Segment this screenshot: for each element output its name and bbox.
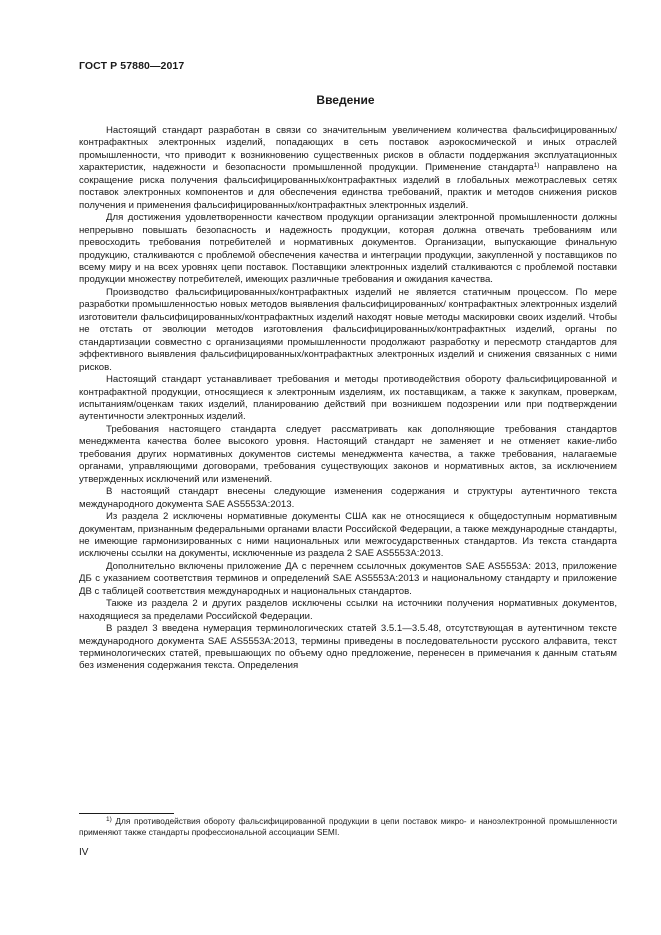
body-text xyxy=(79,125,617,673)
paragraph: Производство фальсифицированных/контрафактных изделий не является статичным процессом. По мере разработки промышленностью новых методов выявления фальсифицированных/ контрафактных электронных изделий изготовители фальсифицированных/контрафактных изделий находят новые методы маскировки своих изделий. Чтобы не отстать от эволюции методов изготовления фальсифицированных/контрафактных изделий, органы по стандартизации совместно с организациями промышленности продолжают разработку и пересмотр стандартов для эффективного выявления фальсифицированных/контрафактных электронных изделий и снижения связанных с ними рисков. xyxy=(79,286,617,373)
paragraph-text: направлено на сокращение риска получения фальсифицированных/контрафактных изделий в глобальных межотраслевых сетях поставок электронных компонентов и для обеспечения единства требований, практик и методов снижения рисков получения и применения фальсифицированных/контрафактных электронных изделий. xyxy=(79,162,617,211)
section-title: Введение xyxy=(316,93,375,107)
footnote-divider xyxy=(79,813,174,814)
footnote xyxy=(79,816,617,838)
paragraph: Настоящий стандарт устанавливает требования и методы противодействия обороту фальсифицированной и контрафактной продукции, относящиеся к электронным изделиям, их поставщикам, а также к закупкам, проверкам, испытаниям/оценкам таких изделий, планированию действий при возникшем подозрении или при подтверждении аутентичности электронных изделий. xyxy=(79,374,617,423)
paragraph: Из раздела 2 исключены нормативные документы США как не относящиеся к общедоступным нормативным документам, признанным федеральными органами власти Российской Федерации, а также международные стандарты, не имеющие гармонизированных с ними национальных или межгосударственных стандартов. Из текста стандарта исключены ссылки на документы, исключенные из раздела 2 SAE AS5553A:2013. xyxy=(79,511,617,560)
paragraph: Требования настоящего стандарта следует рассматривать как дополняющие требования стандартов менеджмента качества более высокого уровня. Настоящий стандарт не заменяет и не отменяет какие-либо требования других нормативных документов системы менеджмента качества, а также требования, налагаемые органами, управляющими договорами, требования существующих законов и нормативных актов, за исключением утвержденных исключений или изменений. xyxy=(79,423,617,485)
footnote-text: Для противодействия обороту фальсифицированной продукции в цепи поставок микро- и наноэлектронной промышленности применяют также стандарты профессиональной ассоциации SEMI. xyxy=(79,816,617,837)
paragraph: Дополнительно включены приложение ДА с перечнем ссылочных документов SAE AS5553A: 2013, приложение ДБ с указанием соответствия терминов и определений SAE AS5553A:2013 и национальному стандарту и приложение ДВ с таблицей соответствия международных и национальных стандартов. xyxy=(79,560,617,597)
paragraph xyxy=(79,125,617,212)
paragraph: В раздел 3 введена нумерация терминологических статей 3.5.1—3.5.48, отсутствующая в аутентичном тексте международного документа SAE AS5553A:2013, термины приведены в последовательности русского алфавита, текст терминологических статей, превышающих по объему одно предложение, перенесен в примечания к данным статьям без изменения содержания текста. Определения xyxy=(79,623,617,672)
paragraph: В настоящий стандарт внесены следующие изменения содержания и структуры аутентичного текста международного документа SAE AS5553A:2013. xyxy=(79,486,617,510)
paragraph: Также из раздела 2 и других разделов исключены ссылки на источники получения нормативных документов, находящиеся за пределами Российской Федерации. xyxy=(79,598,617,622)
paragraph-text: Настоящий стандарт разработан в связи со значительным увеличением количества фальсифицированных/контрафактных электронных изделий, попадающих в сеть поставок аэрокосмической и иных отраслей промышленности, что приводит к возникновению существенных рисков в области поддержания эксплуатационных характеристик, надежности и безопасности промышленной продукции. Применение стандарта xyxy=(79,125,617,174)
document-code: ГОСТ Р 57880—2017 xyxy=(79,60,185,72)
footnote-ref: 1) xyxy=(533,162,540,170)
footnote-marker: 1) xyxy=(106,816,112,823)
page-number: IV xyxy=(79,847,89,858)
paragraph: Для достижения удовлетворенности качеством продукции организации электронной промышленности должны непрерывно повышать безопасность и надежность продукции, которая должна отвечать требованиям или превосходить требования потребителей и нормативных документов. Организации, выпускающие финальную продукцию, сталкиваются с проблемой обеспечения качества и интеграции продукции, закупленной у поставщиков по всему миру и на всех уровнях цепи поставок. Поставщики электронных изделий сталкиваются с проблемой поставки продукции множеству потребителей, имеющих различные требования и ожидания качества. xyxy=(79,212,617,286)
